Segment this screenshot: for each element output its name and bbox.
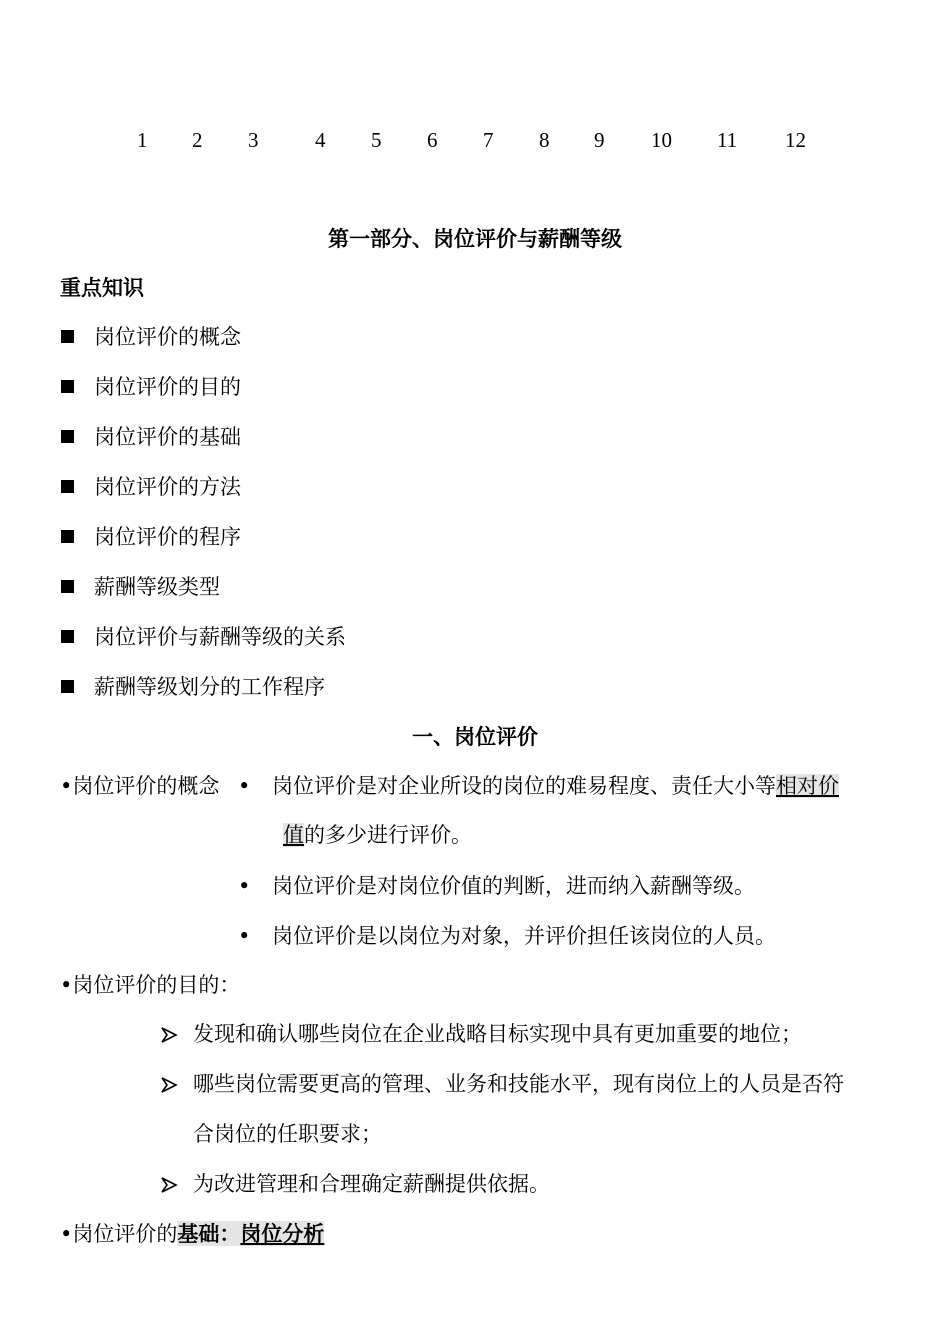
list-item: 薪酬等级类型 — [94, 575, 220, 599]
page-number[interactable]: 8 — [539, 128, 550, 152]
list-item: 岗位评价的方法 — [94, 475, 241, 499]
page-number[interactable]: 1 — [137, 128, 148, 152]
basis-text: •岗位评价的 — [60, 1222, 178, 1246]
square-bullet-icon — [61, 430, 74, 443]
bullet-dot-icon: • — [238, 774, 251, 798]
page-number[interactable]: 9 — [594, 128, 605, 152]
page-number[interactable]: 5 — [371, 128, 382, 152]
list-item: 岗位评价的概念 — [94, 325, 241, 349]
page-number[interactable]: 7 — [483, 128, 494, 152]
page-number[interactable]: 3 — [248, 128, 259, 152]
arrow-bullet-icon — [160, 1076, 178, 1094]
basis-label — [60, 1221, 324, 1247]
highlight-relative-value: 相对价 — [776, 774, 839, 798]
square-bullet-icon — [61, 630, 74, 643]
concept-text: 岗位评价是对企业所设的岗位的难易程度、责任大小等 — [272, 774, 776, 798]
square-bullet-icon — [61, 330, 74, 343]
key-knowledge-heading: 重点知识 — [60, 275, 144, 300]
basis-bold: 基础： — [177, 1221, 241, 1246]
square-bullet-icon — [61, 680, 74, 693]
square-bullet-icon — [61, 380, 74, 393]
page-number[interactable]: 10 — [651, 128, 672, 152]
page-number[interactable]: 11 — [717, 128, 738, 152]
concept-paragraph-3: 岗位评价是以岗位为对象，并评价担任该岗位的人员。 — [272, 924, 776, 948]
page-title: 第一部分、岗位评价与薪酬等级 — [328, 226, 622, 251]
purpose-label: •岗位评价的目的： — [60, 973, 241, 997]
highlight-job-analysis: 岗位分析 — [240, 1221, 325, 1246]
page-number[interactable]: 2 — [192, 128, 203, 152]
list-item: 薪酬等级划分的工作程序 — [94, 675, 325, 699]
purpose-item-cont: 合岗位的任职要求； — [193, 1122, 382, 1146]
concept-paragraph-1 — [272, 773, 839, 799]
purpose-item: 哪些岗位需要更高的管理、业务和技能水平，现有岗位上的人员是否符 — [193, 1072, 844, 1096]
concept-paragraph-2: 岗位评价是对岗位价值的判断，进而纳入薪酬等级。 — [272, 874, 755, 898]
arrow-bullet-icon — [160, 1026, 178, 1044]
highlight-value: 值 — [283, 823, 304, 847]
page-number[interactable]: 6 — [427, 128, 438, 152]
concept-text: 的多少进行评价。 — [304, 823, 472, 847]
square-bullet-icon — [61, 530, 74, 543]
section-heading: 一、岗位评价 — [412, 724, 538, 749]
page-number[interactable]: 12 — [785, 128, 806, 152]
square-bullet-icon — [61, 580, 74, 593]
list-item: 岗位评价与薪酬等级的关系 — [94, 625, 346, 649]
purpose-item: 为改进管理和合理确定薪酬提供依据。 — [193, 1172, 550, 1196]
concept-label: •岗位评价的概念 — [60, 774, 220, 798]
list-item: 岗位评价的基础 — [94, 425, 241, 449]
square-bullet-icon — [61, 480, 74, 493]
purpose-item: 发现和确认哪些岗位在企业战略目标实现中具有更加重要的地位； — [193, 1022, 802, 1046]
page-number[interactable]: 4 — [315, 128, 326, 152]
concept-paragraph-1-cont — [283, 822, 472, 848]
list-item: 岗位评价的程序 — [94, 525, 241, 549]
bullet-dot-icon: • — [238, 874, 251, 898]
arrow-bullet-icon — [160, 1176, 178, 1194]
list-item: 岗位评价的目的 — [94, 375, 241, 399]
bullet-dot-icon: • — [238, 924, 251, 948]
